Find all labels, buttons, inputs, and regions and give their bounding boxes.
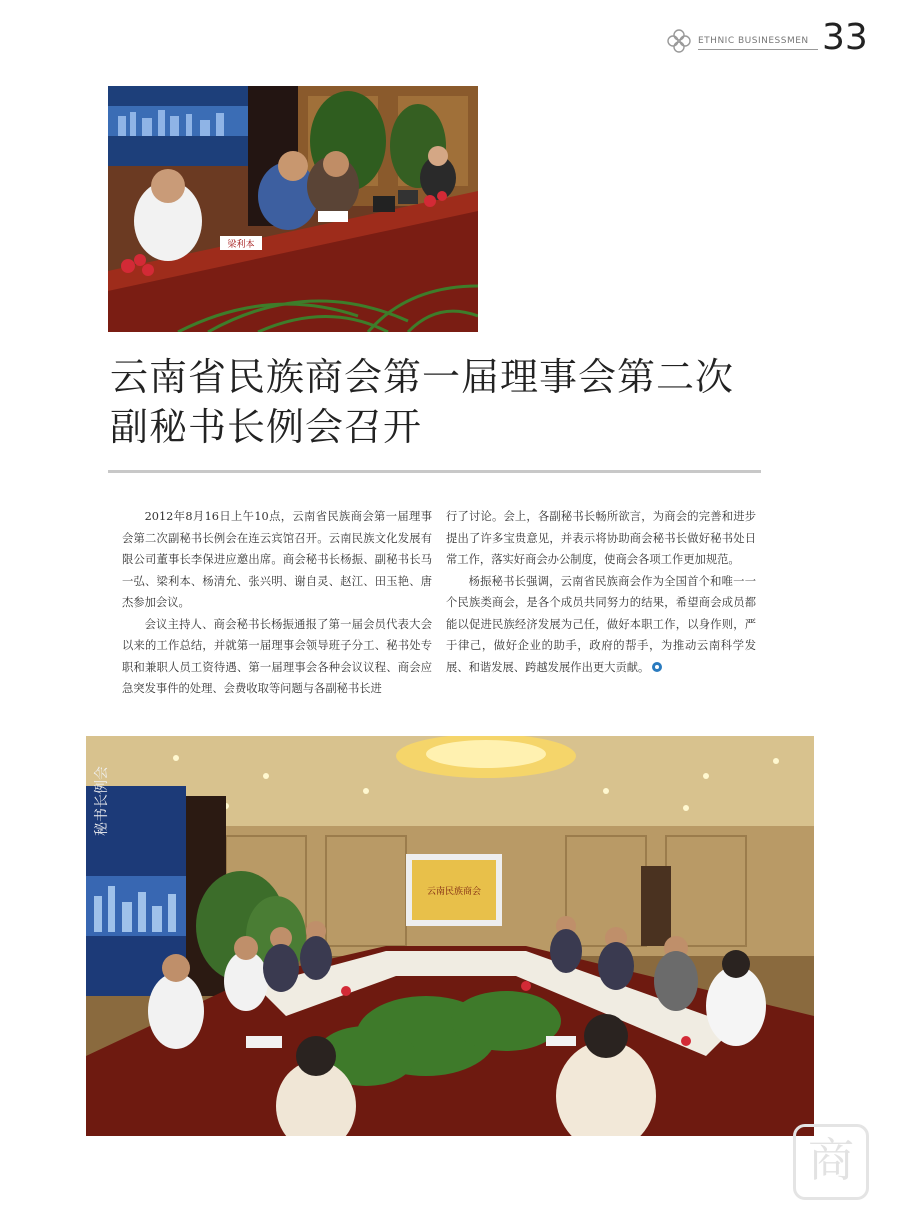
banner-text: 秘书长例会 (94, 766, 110, 836)
article-column-left (122, 506, 432, 700)
article-paragraph: 行了讨论。会上，各副秘书长畅所欲言，为商会的完善和进步提出了许多宝贵意见，并表示将协助商会秘书长做好秘书处日常工作，落实好商会办公制度，使商会各项工作更加规范。 (446, 510, 756, 566)
article-column-right (446, 506, 756, 678)
meeting-photo-bottom (86, 736, 814, 1136)
article-paragraph: 会议主持人、商会秘书长杨振通报了第一届会员代表大会以来的工作总结，并就第一届理事会领导班子分工、秘书处专职和兼职人员工资待遇、第一届理事会各种会议议程、商会应急突发事件的处理、会费收取等问题与各副秘书长进 (122, 617, 432, 695)
nameplate-label: 梁利本 (227, 240, 255, 250)
article-paragraph-last (446, 571, 756, 679)
article-paragraph: 2012年8月16日上午10点，云南省民族商会第一届理事会第二次副秘书长例会在连云宾馆召开。云南民族文化发展有限公司董事长李保进应邀出席。商会秘书长杨振、副秘书长马一弘、梁利本、杨清允、张兴明、谢自灵、赵江、田玉艳、唐杰参加会议。 (122, 510, 432, 609)
article-paragraph-text: 杨振秘书长强调，云南省民族商会作为全国首个和唯一一个民族类商会，是各个成员共同努力的结果，希望商会成员都能以促进民族经济发展为己任，做好本职工作，以身作则，严于律己，做好企业的助手，政府的帮手，为推动云南科学发展、和谐发展、跨越发展作出更大贡献。 (446, 574, 756, 674)
page-number: 33 (822, 17, 868, 58)
magazine-logo-icon (666, 28, 692, 54)
title-divider (108, 470, 761, 473)
meeting-photo-top (108, 86, 478, 332)
magazine-tagline: ETHNIC BUSINESSMEN (698, 36, 809, 46)
projector-screen-text: 云南民族商会 (426, 887, 482, 897)
article-title (110, 352, 790, 452)
article-title-line-2: 副秘书长例会召开 (110, 405, 423, 449)
article-title-line-1: 云南省民族商会第一届理事会第二次 (110, 355, 735, 399)
article-end-icon (652, 662, 662, 672)
header-rule (698, 49, 818, 50)
watermark-logo: 商 (793, 1124, 869, 1200)
